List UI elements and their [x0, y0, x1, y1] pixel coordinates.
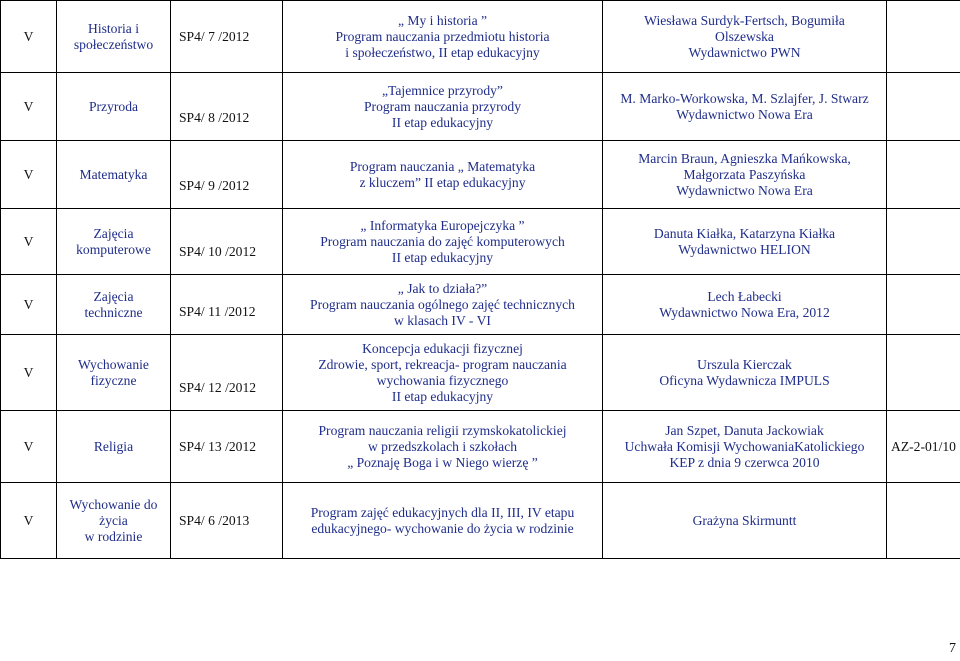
row-mark: V [1, 411, 57, 483]
program-title-cell: „ Jak to działa?” Program nauczania ogólnego zajęć technicznych w klasach IV - VI [283, 275, 603, 335]
table-row [1, 335, 960, 411]
program-code-cell: SP4/ 12 /2012 [171, 335, 283, 411]
authors-cell: Grażyna Skirmuntt [603, 483, 887, 559]
program-title-cell: Program nauczania religii rzymskokatolickiej w przedszkolach i szkołach „ Poznaję Boga i w Niego wierzę ” [283, 411, 603, 483]
table-row [1, 1, 960, 73]
row-mark: V [1, 275, 57, 335]
approval-cell [887, 335, 960, 411]
subject-cell: Zajęcia techniczne [57, 275, 171, 335]
approval-cell [887, 209, 960, 275]
program-code-cell: SP4/ 8 /2012 [171, 73, 283, 141]
subject-cell: Zajęcia komputerowe [57, 209, 171, 275]
approval-cell [887, 141, 960, 209]
approval-cell [887, 73, 960, 141]
subject-cell: Historia i społeczeństwo [57, 1, 171, 73]
table-row [1, 411, 960, 483]
page-number: 7 [949, 641, 956, 656]
program-code-cell: SP4/ 7 /2012 [171, 1, 283, 73]
authors-cell: Marcin Braun, Agnieszka Mańkowska, Małgorzata Paszyńska Wydawnictwo Nowa Era [603, 141, 887, 209]
program-code-cell: SP4/ 10 /2012 [171, 209, 283, 275]
table-row [1, 483, 960, 559]
table-row [1, 141, 960, 209]
row-mark: V [1, 73, 57, 141]
subject-cell: Wychowanie do życia w rodzinie [57, 483, 171, 559]
table-row [1, 275, 960, 335]
program-title-cell: „Tajemnice przyrody” Program nauczania przyrody II etap edukacyjny [283, 73, 603, 141]
authors-cell: Lech Łabecki Wydawnictwo Nowa Era, 2012 [603, 275, 887, 335]
row-mark: V [1, 1, 57, 73]
authors-cell: M. Marko-Workowska, M. Szlajfer, J. Stwarz Wydawnictwo Nowa Era [603, 73, 887, 141]
row-mark: V [1, 483, 57, 559]
program-title-cell: „ Informatyka Europejczyka ” Program nauczania do zajęć komputerowych II etap edukacyjny [283, 209, 603, 275]
table-row [1, 209, 960, 275]
program-code-cell: SP4/ 6 /2013 [171, 483, 283, 559]
approval-cell [887, 275, 960, 335]
approval-cell [887, 483, 960, 559]
authors-cell: Wiesława Surdyk-Fertsch, Bogumiła Olszewska Wydawnictwo PWN [603, 1, 887, 73]
authors-cell: Jan Szpet, Danuta Jackowiak Uchwała Komisji WychowaniaKatolickiego KEP z dnia 9 czerwca 2010 [603, 411, 887, 483]
subject-cell: Religia [57, 411, 171, 483]
program-title-cell: „ My i historia ” Program nauczania przedmiotu historia i społeczeństwo, II etap edukacyjny [283, 1, 603, 73]
authors-cell: Urszula Kierczak Oficyna Wydawnicza IMPULS [603, 335, 887, 411]
program-code-cell: SP4/ 13 /2012 [171, 411, 283, 483]
authors-cell: Danuta Kiałka, Katarzyna Kiałka Wydawnictwo HELION [603, 209, 887, 275]
approval-cell: AZ-2-01/10 [887, 411, 960, 483]
approval-cell [887, 1, 960, 73]
table-row [1, 73, 960, 141]
row-mark: V [1, 209, 57, 275]
row-mark: V [1, 141, 57, 209]
program-code-cell: SP4/ 11 /2012 [171, 275, 283, 335]
subject-cell: Wychowanie fizyczne [57, 335, 171, 411]
program-title-cell: Program zajęć edukacyjnych dla II, III, IV etapu edukacyjnego- wychowanie do życia w rodzinie [283, 483, 603, 559]
program-title-cell: Koncepcja edukacji fizycznej Zdrowie, sport, rekreacja- program nauczania wychowania fizycznego II etap edukacyjny [283, 335, 603, 411]
subject-cell: Przyroda [57, 73, 171, 141]
row-mark: V [1, 335, 57, 411]
program-title-cell: Program nauczania „ Matematyka z kluczem” II etap edukacyjny [283, 141, 603, 209]
program-code-cell: SP4/ 9 /2012 [171, 141, 283, 209]
subject-cell: Matematyka [57, 141, 171, 209]
